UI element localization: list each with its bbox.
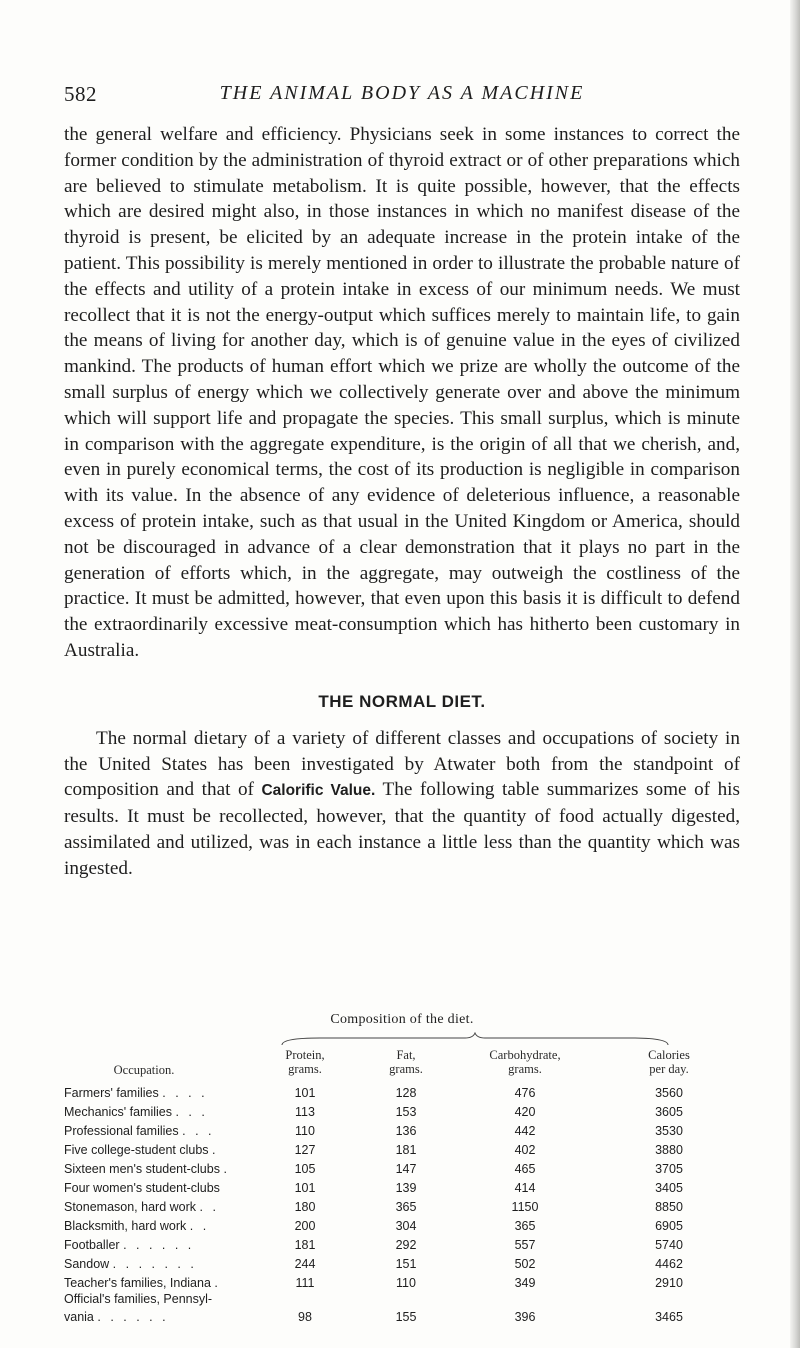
section-heading: THE NORMAL DIET. xyxy=(318,691,486,711)
row-calories: 2910 xyxy=(655,1276,683,1290)
row-protein: 127 xyxy=(294,1143,316,1157)
table-row xyxy=(64,1219,740,1238)
table-caption: Composition of the diet. xyxy=(330,1012,474,1027)
table-row xyxy=(64,1238,740,1257)
row-protein: 111 xyxy=(295,1276,315,1290)
row-calories: 3530 xyxy=(655,1124,683,1138)
table-row xyxy=(64,1200,740,1219)
row-carbohydrate: 396 xyxy=(514,1310,536,1324)
paragraph-2-part-1: The normal dietary of a variety of different classes and occupations of society in the United States has been investigated by Atwater both from the standpoint of composition and that of xyxy=(64,727,740,801)
paragraph-2-part-2: The following table summarizes some of his results. It must be recollected, however, that the quantity of food actually digested, assimilated and utilized, was in each instance a little less than the quantity which was ingested. xyxy=(64,779,740,879)
col-head-fat-unit: grams. xyxy=(389,1062,423,1076)
row-occupation: Mechanics' families . . . xyxy=(64,1105,208,1119)
row-protein: 98 xyxy=(298,1310,312,1324)
table-row xyxy=(64,1143,740,1162)
row-fat: 151 xyxy=(395,1257,417,1271)
row-fat: 181 xyxy=(395,1143,417,1157)
row-protein: 244 xyxy=(294,1257,316,1271)
col-head-protein xyxy=(260,1048,350,1076)
row-carbohydrate: 557 xyxy=(514,1238,536,1252)
paragraph-2-emphasis: Calorific Value. xyxy=(261,782,376,800)
row-carbohydrate: 420 xyxy=(514,1105,536,1119)
row-carbohydrate: 349 xyxy=(514,1276,536,1290)
row-fat: 304 xyxy=(395,1219,417,1233)
row-calories: 8850 xyxy=(655,1200,683,1214)
row-carbohydrate: 502 xyxy=(514,1257,536,1271)
col-head-fat-label: Fat, xyxy=(396,1048,416,1062)
row-carbohydrate: 365 xyxy=(514,1219,536,1233)
row-occupation: Stonemason, hard work . . xyxy=(64,1200,219,1214)
row-occupation: Farmers' families . . . . xyxy=(64,1086,208,1100)
col-head-fat xyxy=(361,1048,451,1076)
table-row xyxy=(64,1162,740,1181)
table-row xyxy=(64,1310,740,1329)
column-group-brace xyxy=(280,1032,670,1046)
row-calories: 3605 xyxy=(655,1105,683,1119)
row-occupation: Blacksmith, hard work . . xyxy=(64,1219,210,1233)
page-edge-shadow xyxy=(790,0,800,1348)
row-protein: 101 xyxy=(294,1181,316,1195)
col-head-carbohydrate xyxy=(470,1048,580,1076)
row-fat: 128 xyxy=(395,1086,417,1100)
row-protein: 110 xyxy=(295,1124,315,1138)
table-row xyxy=(64,1181,740,1200)
row-fat: 147 xyxy=(395,1162,417,1176)
row-calories: 3560 xyxy=(655,1086,683,1100)
row-calories: 3465 xyxy=(655,1310,683,1324)
row-fat: 155 xyxy=(395,1310,417,1324)
diet-table xyxy=(64,1012,740,1324)
body-text xyxy=(64,122,740,882)
col-head-occupation: Occupation. xyxy=(113,1063,175,1077)
row-fat: 153 xyxy=(395,1105,417,1119)
row-protein: 181 xyxy=(294,1238,316,1252)
row-calories: 3705 xyxy=(655,1162,683,1176)
table-row xyxy=(64,1124,740,1143)
page-number: 582 xyxy=(64,82,97,106)
page-header xyxy=(64,82,740,110)
col-head-protein-unit: grams. xyxy=(288,1062,322,1076)
row-protein: 200 xyxy=(294,1219,316,1233)
row-carbohydrate: 1150 xyxy=(511,1200,539,1214)
row-fat: 292 xyxy=(395,1238,417,1252)
col-head-carbohydrate-label: Carbohydrate, xyxy=(489,1048,561,1062)
row-occupation: Professional families . . . xyxy=(64,1124,215,1138)
row-occupation: Sixteen men's student-clubs . xyxy=(64,1162,230,1176)
row-occupation: Teacher's families, Indiana . xyxy=(64,1276,221,1290)
row-carbohydrate: 414 xyxy=(514,1181,536,1195)
row-protein: 105 xyxy=(294,1162,316,1176)
row-carbohydrate: 402 xyxy=(514,1143,536,1157)
row-protein: 180 xyxy=(294,1200,316,1214)
table-row xyxy=(64,1086,740,1105)
col-head-protein-label: Protein, xyxy=(285,1048,325,1062)
row-carbohydrate: 442 xyxy=(514,1124,536,1138)
row-occupation: Five college-student clubs . xyxy=(64,1143,219,1157)
col-head-carbohydrate-unit: grams. xyxy=(508,1062,542,1076)
row-occupation: Footballer . . . . . . xyxy=(64,1238,195,1252)
row-fat: 365 xyxy=(395,1200,417,1214)
row-carbohydrate: 465 xyxy=(514,1162,536,1176)
row-calories: 6905 xyxy=(655,1219,683,1233)
row-fat: 139 xyxy=(395,1181,417,1195)
col-head-calories-label: Calories xyxy=(648,1048,690,1062)
row-occupation: Four women's student-clubs xyxy=(64,1181,220,1195)
row-fat: 110 xyxy=(396,1276,416,1290)
row-calories: 5740 xyxy=(655,1238,683,1252)
row-occupation: vania . . . . . . xyxy=(64,1310,169,1324)
row-calories: 4462 xyxy=(655,1257,683,1271)
col-head-calories-unit: per day. xyxy=(649,1062,689,1076)
row-calories: 3880 xyxy=(655,1143,683,1157)
paragraph-1: the general welfare and efficiency. Physicians seek in some instances to correct the former condition by the administration of thyroid extract or of other preparations which are believed to stimulate metabolism. It is quite possible, however, that the effects which are desired might also, in those instances in which no manifest disease of the thyroid is present, be elicited by an adequate increase in the protein intake of the patient. This possibility is merely mentioned in order to illustrate the probable nature of the effects and utility of a protein intake in excess of our minimum needs. We must recollect that it is not the energy-output which suffices merely to maintain life, to gain the means of living for another day, which is of genuine value in the eyes of civilized mankind. The products of human effort which we prize are wholly the outcome of the small surplus of energy which we collectively generate over and above the minimum which will support life and propagate the species. This small surplus, which is minute in comparison with the aggregate expenditure, is the origin of all that we cherish, and, even in purely economical terms, the cost of its production is negligible in comparison with its value. In the absence of any evidence of deleterious influence, a reasonable excess of protein intake, such as that usual in the United Kingdom or America, should not be discouraged in advance of a clear demonstration that it plays no part in the generation of efforts which, in the aggregate, may outweigh the costliness of the practice. It must be admitted, however, that even upon this basis it is difficult to defend the extraordinarily excessive meat-consumption which has hitherto been customary in Australia. xyxy=(64,124,740,661)
row-carbohydrate: 476 xyxy=(514,1086,536,1100)
row-fat: 136 xyxy=(395,1124,417,1138)
running-head: THE ANIMAL BODY AS A MACHINE xyxy=(219,82,585,104)
row-protein: 101 xyxy=(294,1086,316,1100)
row-calories: 3405 xyxy=(655,1181,683,1195)
table-row xyxy=(64,1257,740,1276)
row-occupation-line1: Official's families, Pennsyl- xyxy=(64,1292,213,1306)
row-protein: 113 xyxy=(295,1105,315,1119)
paragraph-2 xyxy=(64,726,740,882)
col-head-calories xyxy=(624,1048,714,1076)
row-occupation: Sandow . . . . . . . xyxy=(64,1257,197,1271)
table-row xyxy=(64,1105,740,1124)
